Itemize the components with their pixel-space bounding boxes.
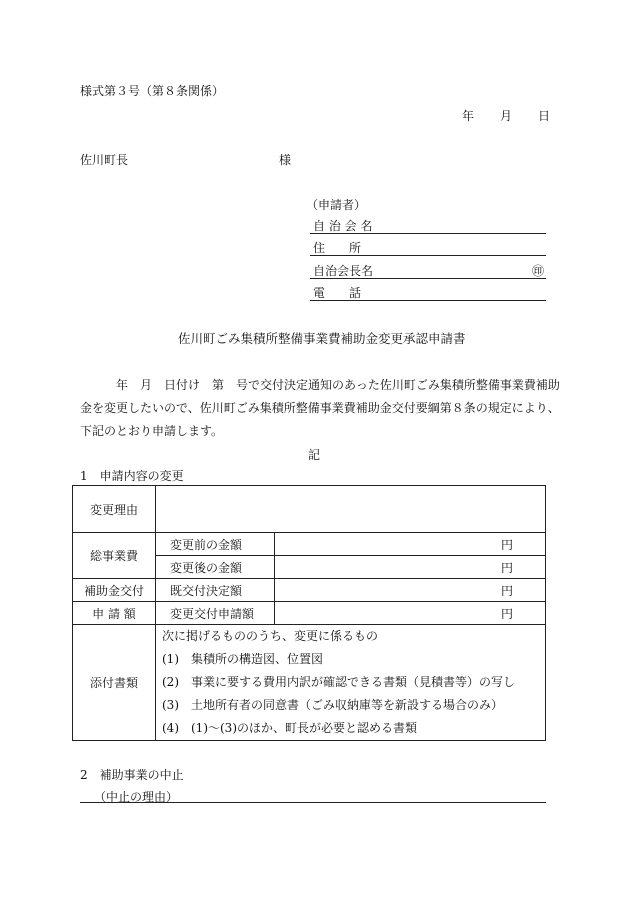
date-day: 日 [538,109,551,123]
yen-unit: 円 [500,537,513,552]
change-table [72,485,546,741]
decided-amount-input[interactable] [275,579,546,602]
yen-unit: 円 [500,583,513,598]
cancel-reason-field[interactable] [80,788,546,803]
seal-mark: ㊞ [531,264,544,278]
section2-heading: 2 補助事業の中止 [80,768,184,782]
change-reason-label: 変更理由 [73,486,156,533]
attachment-item: (1) 集積所の構造図、位置図 [162,652,323,666]
section1-heading: 1 申請内容の変更 [80,469,184,483]
total-cost-label: 総事業費 [73,533,156,579]
attachment-item: (2) 事業に要する費用内訳が確認できる書類（見積書等）の写し [162,675,516,689]
yen-unit: 円 [500,560,513,575]
before-amount-label: 変更前の金額 [156,533,275,556]
attachments-label: 添付書類 [73,625,156,741]
field-label: 自 治 会 名 [313,219,373,233]
yen-unit: 円 [500,606,513,621]
cancel-reason-label: （中止の理由） [94,790,179,804]
applicant-field-association[interactable] [310,217,546,234]
addressee-honorific: 様 [279,153,292,167]
body-line-1: 年 月 日付け 第 号で交付決定通知のあった佐川町ごみ集積所整備事業費補助 [116,378,560,392]
document-title: 佐川町ごみ集積所整備事業費補助金変更承認申請書 [178,331,466,346]
change-request-amount-input[interactable] [275,602,546,625]
change-request-amount-label: 変更交付申請額 [156,602,275,625]
body-line-3: 下記のとおり申請します。 [80,424,224,438]
subsidy-label-top: 補助金交付 [73,579,156,602]
field-label: 自治会長名 [313,264,374,278]
addressee-name: 佐川町長 [80,153,129,167]
body-line-2: 金を変更したいので、佐川町ごみ集積所整備事業費補助金交付要綱第８条の規定により、 [80,401,560,415]
attachment-item: (3) 土地所有者の同意書（ごみ収納庫等を新設する場合のみ） [162,698,504,712]
decided-amount-label: 既交付決定額 [156,579,275,602]
ki-mark: 記 [308,448,321,462]
attachment-intro: 次に掲げるもののうち、変更に係るもの [162,629,379,643]
attachment-item: (4) (1)～(3)のほか、町長が必要と認める書類 [162,721,417,735]
after-amount-label: 変更後の金額 [156,556,275,579]
after-amount-input[interactable] [275,556,546,579]
field-label: 住 所 [313,241,362,255]
applicant-field-address[interactable] [310,239,546,256]
date-month: 月 [500,109,513,123]
applicant-field-chairperson[interactable] [310,262,546,279]
attachments-list [156,625,546,741]
applicant-title: （申請者） [306,198,367,212]
change-reason-input[interactable] [156,486,546,533]
field-label: 電 話 [313,286,362,300]
subsidy-label-bottom: 申 請 額 [73,602,156,625]
form-number: 様式第３号（第８条関係） [80,84,225,98]
date-year: 年 [462,109,475,123]
applicant-field-phone[interactable] [310,284,546,301]
before-amount-input[interactable] [275,533,546,556]
